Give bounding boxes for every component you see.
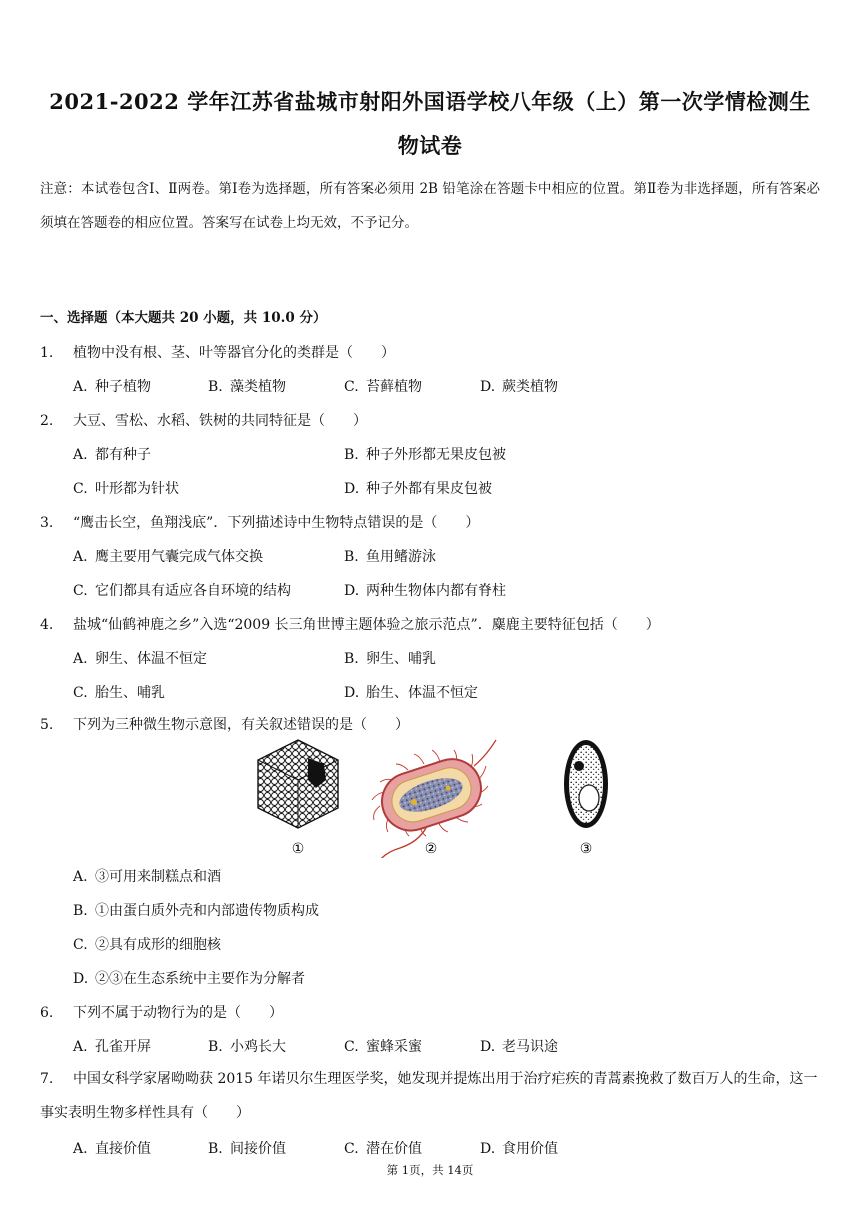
question-number: 6. xyxy=(40,1005,54,1021)
option-4-c: C. 胎生、哺乳 xyxy=(73,685,165,701)
option-4-d: D. 胎生、体温不恒定 xyxy=(344,685,478,701)
question-stem: 下列为三种微生物示意图，有关叙述错误的是（ ） xyxy=(73,717,409,733)
question-1 xyxy=(40,342,395,362)
question-stem: 中国女科学家屠呦呦获 2015 年诺贝尔生理医学奖，她发现并提炼出用于治疗疟疾的青蒿素挽救了数百万人的生命，这一事实表明生物多样性具有（ ） xyxy=(40,1071,818,1121)
option-2-b: B. 种子外形都无果皮包被 xyxy=(344,447,506,463)
option-7-b: B. 间接价值 xyxy=(208,1141,286,1157)
option-1-b: B. 藻类植物 xyxy=(208,379,286,395)
question-number: 5. xyxy=(40,717,54,733)
question-stem: 盐城“仙鹤神鹿之乡”入选“2009 长三角世博主题体验之旅示范点”．麋鹿主要特征包括（ ） xyxy=(73,617,660,633)
option-2-c: C. 叶形都为针状 xyxy=(73,481,179,497)
microorganism-figure xyxy=(250,736,620,858)
option-4-b: B. 卵生、哺乳 xyxy=(344,651,436,667)
option-5-a: A. ③可用来制糕点和酒 xyxy=(73,869,221,885)
virus-illustration xyxy=(258,740,338,828)
option-6-a: A. 孔雀开屏 xyxy=(73,1039,151,1055)
question-stem: “鹰击长空，鱼翔浅底”．下列描述诗中生物特点错误的是（ ） xyxy=(73,515,480,531)
option-1-d: D. 蕨类植物 xyxy=(480,379,558,395)
figure-label-3: ③ xyxy=(579,841,593,857)
option-7-a: A. 直接价值 xyxy=(73,1141,151,1157)
option-3-c: C. 它们都具有适应各自环境的结构 xyxy=(73,583,291,599)
option-6-b: B. 小鸡长大 xyxy=(208,1039,286,1055)
option-2-d: D. 种子外都有果皮包被 xyxy=(344,481,492,497)
option-5-b: B. ①由蛋白质外壳和内部遗传物质构成 xyxy=(73,903,319,919)
option-4-a: A. 卵生、体温不恒定 xyxy=(73,651,207,667)
option-3-a: A. 鹰主要用气囊完成气体交换 xyxy=(73,549,263,565)
question-7 xyxy=(40,1062,820,1130)
question-6 xyxy=(40,1002,283,1022)
option-5-d: D. ②③在生态系统中主要作为分解者 xyxy=(73,971,305,987)
question-number: 4. xyxy=(40,617,54,633)
option-3-d: D. 两种生物体内都有脊柱 xyxy=(344,583,506,599)
option-7-d: D. 食用价值 xyxy=(480,1141,558,1157)
question-stem: 大豆、雪松、水稻、铁树的共同特征是（ ） xyxy=(73,413,367,429)
page-footer: 第 1页，共 14页 xyxy=(386,1163,474,1177)
question-2 xyxy=(40,410,367,430)
question-stem: 植物中没有根、茎、叶等器官分化的类群是（ ） xyxy=(73,345,395,361)
option-7-c: C. 潜在价值 xyxy=(344,1141,422,1157)
section-heading: 一、选择题（本大题共 20 小题，共 10.0 分） xyxy=(40,310,327,326)
question-number: 2. xyxy=(40,413,54,429)
exam-notice: 注意：本试卷包含Ⅰ、Ⅱ两卷。第Ⅰ卷为选择题，所有答案必须用 2B 铅笔涂在答题卡中相应的位置。第Ⅱ卷为非选择题，所有答案必须填在答题卷的相应位置。答案写在试卷上均无效，不予记分。 xyxy=(40,181,820,231)
question-3 xyxy=(40,512,479,532)
question-number: 7. xyxy=(40,1071,54,1087)
yeast-illustration xyxy=(564,740,608,828)
figure-label-2: ② xyxy=(424,841,438,857)
option-6-c: C. 蜜蜂采蜜 xyxy=(344,1039,422,1055)
figure-label-1: ① xyxy=(291,841,305,857)
question-stem: 下列不属于动物行为的是（ ） xyxy=(73,1005,283,1021)
question-5 xyxy=(40,714,409,734)
option-1-a: A. 种子植物 xyxy=(73,379,151,395)
question-number: 3. xyxy=(40,515,54,531)
option-2-a: A. 都有种子 xyxy=(73,447,151,463)
option-6-d: D. 老马识途 xyxy=(480,1039,558,1055)
option-5-c: C. ②具有成形的细胞核 xyxy=(73,937,221,953)
exam-title-line-2: 物试卷 xyxy=(397,133,463,158)
exam-title-line-1: 2021-2022 学年江苏省盐城市射阳外国语学校八年级（上）第一次学情检测生 xyxy=(49,89,811,114)
question-number: 1. xyxy=(40,345,54,361)
question-4 xyxy=(40,614,660,634)
option-1-c: C. 苔藓植物 xyxy=(344,379,422,395)
option-3-b: B. 鱼用鳍游泳 xyxy=(344,549,436,565)
